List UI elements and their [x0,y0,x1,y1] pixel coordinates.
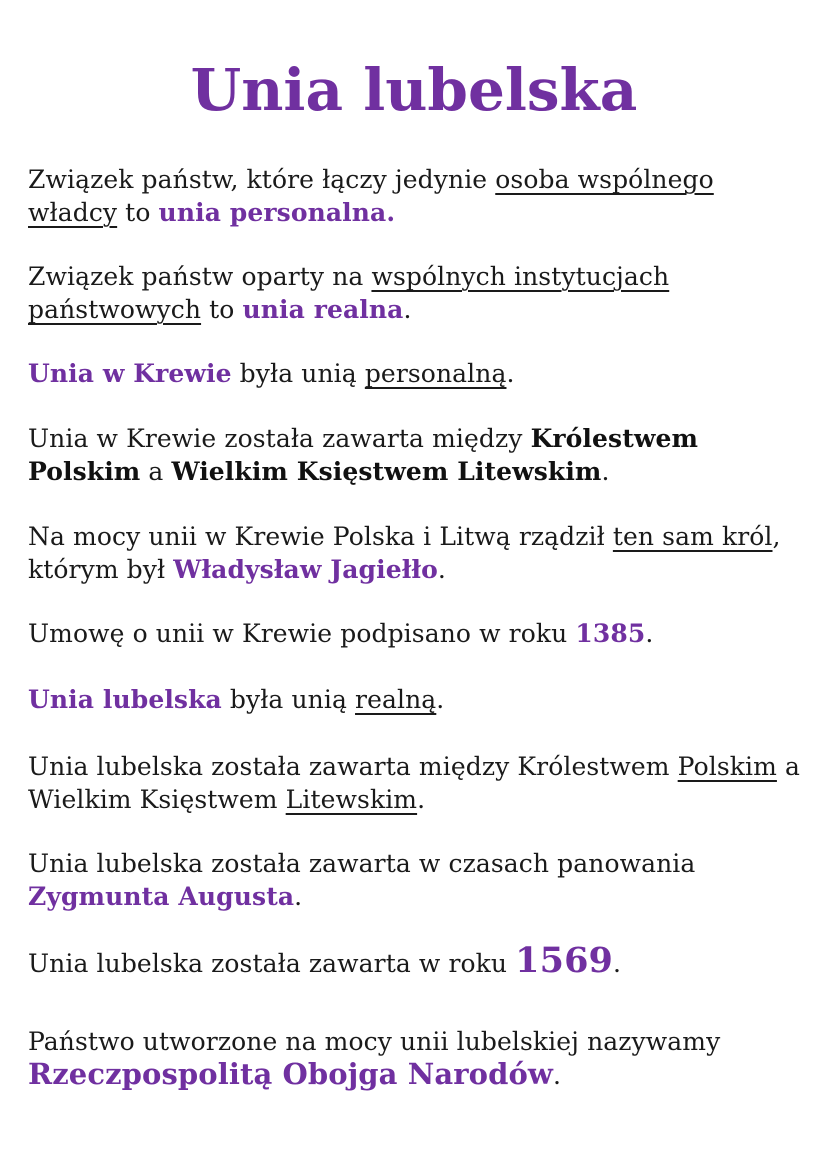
highlighted-answer: 1569 [515,940,613,981]
text: Unia lubelska została zawarta w czasach panowania [28,849,696,878]
highlighted-answer: Rzeczpospolitą Obojga Narodów [28,1057,553,1091]
text: Na mocy unii w Krewie Polska i Litwą rządził [28,522,613,551]
paragraph-lublin-reign [28,847,808,913]
highlighted-answer: Władysław Jagiełło [173,555,438,584]
text: . [552,1061,562,1090]
bold-answer: Wielkim Księstwem Litewskim [171,457,602,486]
underlined-answer: Litewskim [285,785,418,814]
text: była unią [221,685,356,714]
text: Unia lubelska została zawarta w roku [28,949,516,978]
text: Związek państw, które łączy jedynie [28,165,496,194]
underlined-answer: Polskim [677,752,777,781]
text: Unia lubelska została zawarta między Królestwem [28,752,678,781]
text: Umowę o unii w Krewie podpisano w roku [28,619,576,648]
underlined-answer: wspólnych instytucjach państwowych [28,262,670,324]
underlined-answer: ten sam król [612,522,773,551]
text: . [436,685,445,714]
highlighted-answer: unia realna [242,295,404,324]
paragraph-commonwealth [28,1025,808,1092]
text: . [403,295,412,324]
text: . [437,555,446,584]
text: . [294,882,303,911]
text: a Wielkim Księstwem [28,752,800,814]
text: to [201,295,243,324]
text: . [612,949,622,978]
paragraph-krewo-parties [28,422,808,488]
text: . [417,785,426,814]
paragraph-krewo-type [28,357,808,390]
paragraph-krewo-year [28,617,808,650]
paragraph-lublin-year [28,940,808,981]
text: była unią [231,359,365,388]
text: Związek państw oparty na [28,262,372,291]
underlined-answer: personalną [364,359,507,388]
text: . [506,359,515,388]
text: Unia w Krewie została zawarta między [28,424,531,453]
paragraph-personal-union [28,163,808,229]
page-title: Unia lubelska [190,56,638,124]
text: a [140,457,172,486]
bold-answer: Królestwem Polskim [28,424,699,486]
paragraph-lublin-parties [28,750,808,816]
text: , którym był [28,522,781,584]
paragraph-real-union [28,260,808,326]
highlighted-answer: Unia w Krewie [28,359,232,388]
text: . [601,457,610,486]
highlighted-answer: Unia lubelska [28,685,222,714]
text: to [117,198,159,227]
highlighted-answer: Zygmunta Augusta [28,882,295,911]
paragraph-lublin-type [28,683,808,716]
paragraph-krewo-king [28,520,808,586]
highlighted-answer: unia personalna. [158,198,396,227]
text: . [645,619,654,648]
underlined-answer: realną [355,685,437,714]
underlined-answer: osoba wspólnego władcy [28,165,714,227]
highlighted-answer: 1385 [575,619,646,648]
text: Państwo utworzone na mocy unii lubelskiej nazywamy [28,1027,721,1056]
